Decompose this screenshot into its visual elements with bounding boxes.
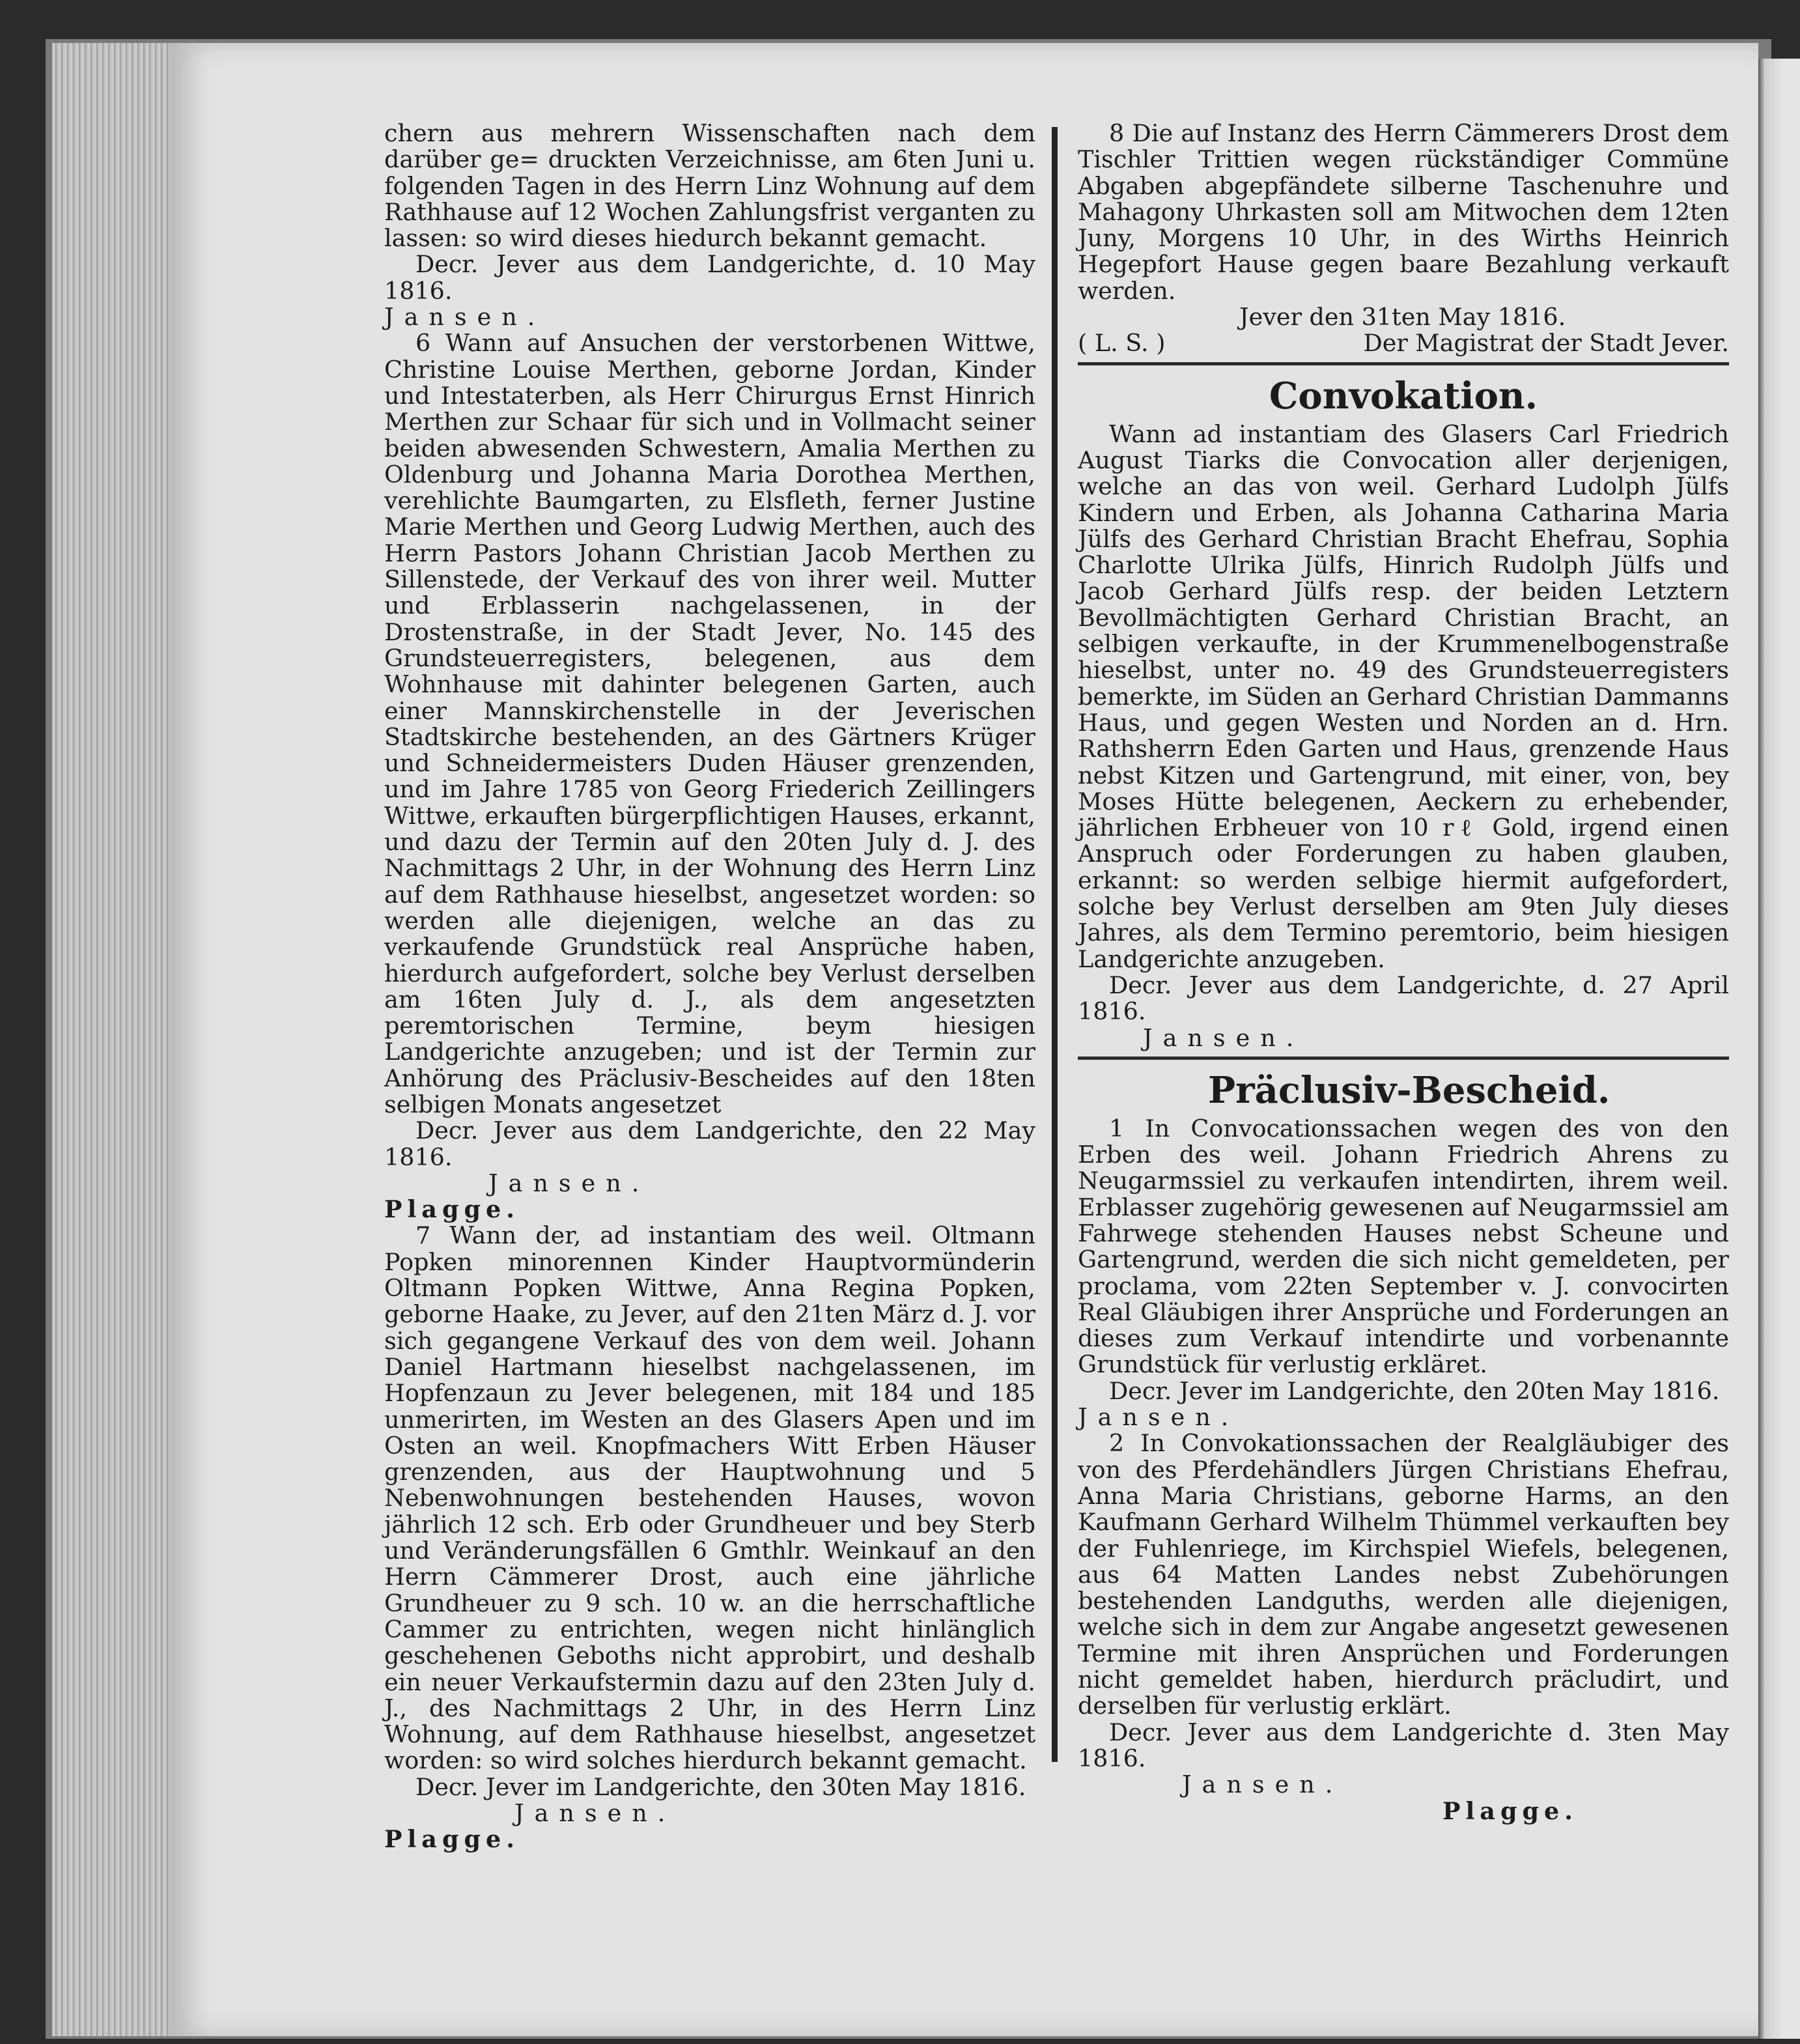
notice-date: Jever den 31ten May 1816. bbox=[1239, 303, 1566, 332]
seal-mark: ( L. S. ) bbox=[1078, 329, 1166, 358]
decree-date: Decr. Jever aus dem Landgerichte, den 22 May 1816. bbox=[384, 1116, 1035, 1171]
page-edges bbox=[52, 43, 176, 2036]
section-heading-convokation: Convokation. bbox=[1269, 374, 1538, 418]
signature-plagge: Plagge. bbox=[1442, 1796, 1578, 1825]
decree-date: Decr. Jever im Landgerichte, den 30ten May 1816. bbox=[415, 1772, 1026, 1801]
magistrat-signature: Der Magistrat der Stadt Jever. bbox=[1363, 329, 1729, 358]
signature-jansen: Jansen. bbox=[1182, 1770, 1343, 1799]
notice-continuation: chern aus mehrern Wissenschaften nach dem darüber ge= druckten Verzeichnisse, am 6ten Juni u. folgenden Tagen in des Herrn Linz Wohnung auf dem Rathhause auf 12 Wochen Zahlungsfrist verganten zu lassen: so wird dieses hiedurch bekannt gemacht. bbox=[384, 119, 1035, 253]
column-divider bbox=[1052, 127, 1058, 1762]
signature-jansen: Jansen. bbox=[1143, 1023, 1304, 1052]
decree-date: Decr. Jever aus dem Landgerichte, d. 10 May 1816. bbox=[384, 250, 1035, 305]
seal-line bbox=[1078, 330, 1729, 356]
convocation-notice: Wann ad instantiam des Glasers Carl Friedrich August Tiarks die Convocation aller derjenigen, welche an das von weil. Gerhard Ludolph Jülfs Kindern und Erben, als Johanna Catharina Maria Jülfs des Gerhard Christian Bracht Ehefrau, Sophia Charlotte Ulrika Jülfs, Hinrich Rudolph Jülfs und Jacob Gerhard Jülfs resp. der beiden Letztern Bevollmächtigten Gerhard Christian Bracht, an selbigen verkaufte, in der Krummenelbogenstraße hieselbst, unter no. 49 des Grundsteuerregisters bemerkte, im Süden an Gerhard Christian Dammanns Haus, und gegen Westen und Norden an d. Hrn. Rathsherrn Eden Garten und Haus, grenzende Haus nebst Kitzen und Gartengrund, mit einer, von, bey Moses Hütte belegenen, Aeckern zu erhebender, jährlichen Erbheuer von 10 rℓ Gold, irgend einen Anspruch oder Forderungen zu haben glauben, erkannt: so werden selbige hiermit aufgefordert, solche bey Verlust derselben am 9ten July dieses Jahres, als dem Termino peremtorio, beim hiesigen Landgerichte anzugeben. bbox=[1078, 419, 1729, 973]
notice-7: 7 Wann der, ad instantiam des weil. Oltmann Popken minorennen Kinder Hauptvormünderin Oltmann Popken Wittwe, Anna Regina Popken, geborne Haake, zu Jever, auf den 21ten März d. J. vor sich gegangene Verkauf des von dem weil. Johann Daniel Hartmann hieselbst nachgelassenen, im Hopfenzaun zu Jever belegenen, mit 184 und 185 unmerirten, im Westen an des Glasers Apen und im Osten an weil. Knopfmachers Witt Erben Häuser grenzenden, aus der Hauptwohnung und 5 Nebenwohnungen bestehenden Hauses, wovon jährlich 12 sch. Erb oder Grundheuer und bey Sterb und Veränderungsfällen 6 Gmthlr. Weinkauf an den Herrn Cämmerer Drost, auch eine jährliche Grundheuer zu 9 sch. 10 w. an die herrschaftliche Cammer zu entrichten, wegen nicht hinlänglich geschehenen Geboths nicht approbirt, und deshalb ein neuer Verkaufstermin dazu auf den 23ten July d. J., des Nachmittags 2 Uhr, in des Herrn Linz Wohnung, auf dem Rathhause hieselbst, angesetzet worden: so wird solches hierdurch bekannt gemacht. bbox=[384, 1221, 1035, 1775]
praeclusiv-notice-2: 2 In Convokationssachen der Realgläubiger des von des Pferdehändlers Jürgen Christians Ehefrau, Anna Maria Christians, geborne Harms, an den Kaufmann Gerhard Wilhelm Thümmel verkauften bey der Fuhlenriege, im Kirchspiel Wiefels, belegenen, aus 64 Matten Landes nebst Zubehörungen bestehenden Landguths, werden alle diejenigen, welche sich in dem zur Angabe angesetzt gewesenen Termine mit ihren Ansprüchen und Forderungen nicht gemeldet haben, hierdurch präcludirt, und derselben für verlustig erklärt. bbox=[1078, 1429, 1729, 1720]
section-heading-praeclusiv: Präclusiv-Bescheid. bbox=[1208, 1068, 1610, 1112]
signature-jansen: Jansen. bbox=[514, 1799, 676, 1827]
signature-jansen: Jansen. bbox=[384, 303, 546, 332]
left-column bbox=[384, 121, 1035, 1853]
notice-8: 8 Die auf Instanz des Herrn Cämmerers Drost dem Tischler Trittien wegen rückständiger Commüne Abgaben abgepfändete silberne Taschenuhre und Mahagony Uhrkasten soll am Mitwochen dem 12ten Juny, Morgens 10 Uhr, in des Wirths Heinrich Hegepfort Hause gegen baare Bezahlung verkauft werden. bbox=[1078, 119, 1729, 305]
section-rule bbox=[1078, 362, 1729, 365]
signature-jansen: Jansen. bbox=[1078, 1403, 1239, 1432]
praeclusiv-notice-1: 1 In Convocationssachen wegen des von den Erben des weil. Johann Friedrich Ahrens zu Neugarmssiel zu verkaufen intendirten, ihrem weil. Erblasser zugehörig gewesenen auf Neugarmssiel am Fahrwege stehenden Hauses nebst Scheune und Gartengrund, werden die sich nicht gemeldeten, per proclama, vom 22ten September v. J. convocirten Real Gläubigen ihrer Ansprüche und Forderungen an dieses zum Verkauf intendirte und vorbenannte Grundstück für verlustig erkläret. bbox=[1078, 1114, 1729, 1379]
right-column bbox=[1078, 121, 1729, 1824]
notice-6: 6 Wann auf Ansuchen der verstorbenen Wittwe, Christine Louise Merthen, geborne Jordan, Kinder und Intestaterben, als Herr Chirurgus Ernst Hinrich Merthen zur Schaar für sich und in Vollmacht seiner beiden abwesenden Schwestern, Amalia Merthen zu Oldenburg und Johanna Maria Dorothea Merthen, verehlichte Baumgarten, zu Elsfleth, ferner Justine Marie Merthen und Georg Ludwig Merthen, auch des Herrn Pastors Johann Christian Jacob Merthen zu Sillenstede, der Verkauf des von ihrer weil. Mutter und Erblasserin nachgelassenen, in der Drostenstraße, in der Stadt Jever, No. 145 des Grundsteuerregisters, belegenen, aus dem Wohnhause mit dahinter belegenen Garten, auch einer Mannskirchenstelle in der Jeverischen Stadtskirche bestehenden, an des Gärtners Krüger und Schneidermeisters Duden Häuser grenzenden, und im Jahre 1785 von Georg Friederich Zeillingers Wittwe, erkauften bürgerpflichtigen Hauses, erkannt, und dazu der Termin auf den 20ten July d. J. des Nachmittags 2 Uhr, in der Wohnung des Herrn Linz auf dem Rathhause hieselbst, angesetzet worden: so werden alle diejenigen, welche an das zu verkaufende Grundstück real Ansprüche haben, hierdurch aufgefordert, solche bey Verlust derselben am 16ten July d. J., als dem angesetzten peremtorischen Termine, beym hiesigen Landgerichte anzugeben; und ist der Termin zur Anhörung des Präclusiv-Bescheides auf den 18ten selbigen Monats angesetzet bbox=[384, 329, 1035, 1118]
section-rule bbox=[1078, 1057, 1729, 1060]
decree-date: Decr. Jever im Landgerichte, den 20ten May 1816. bbox=[1109, 1376, 1720, 1405]
signature-plagge: Plagge. bbox=[384, 1825, 520, 1854]
signature-jansen: Jansen. bbox=[488, 1169, 650, 1197]
facing-page-edge bbox=[1758, 59, 1800, 2039]
signature-plagge: Plagge. bbox=[384, 1195, 520, 1224]
decree-date: Decr. Jever aus dem Landgerichte, d. 27 April 1816. bbox=[1078, 971, 1729, 1026]
decree-date: Decr. Jever aus dem Landgerichte d. 3ten May 1816. bbox=[1078, 1718, 1729, 1772]
